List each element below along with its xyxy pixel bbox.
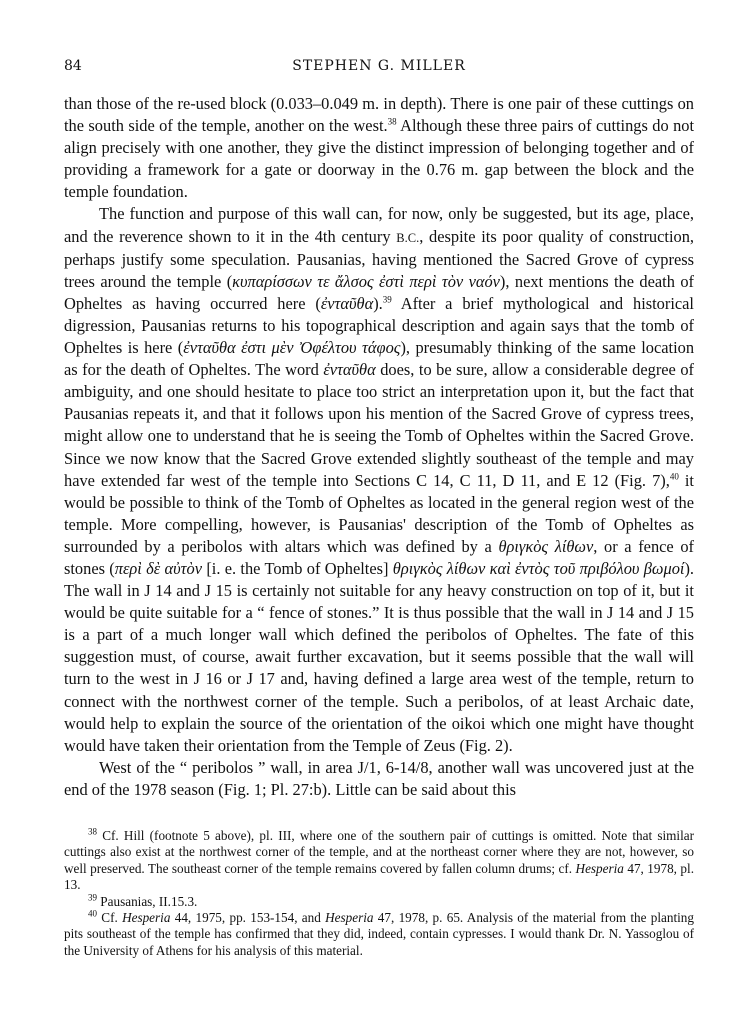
journal-title: Hesperia	[325, 910, 374, 926]
greek-quote: ἐνταῦθα	[320, 293, 374, 313]
greek-quote: ἐνταῦθα ἐστι μὲν Ὀφέλτου τάφος	[183, 338, 401, 358]
page-number: 84	[64, 58, 82, 74]
paragraph-2-text: does, to be sure, allow a considerable degree of ambiguity, and one should hesitate to place too strict an interpretation upon it, but the fact that Pausanias repeats it, and that it follows upon his mention of the Sacred Grove of cypress trees, might allow one to understand that he is seeing the Tomb of Opheltes within the Sacred Grove. Since we now know that the Sacred Grove extended slightly southeast of the temple and may have extended far west of the temple into Sections C 14, C 11, D 11, and E 12 (Fig. 7),	[64, 360, 694, 490]
greek-quote: κυπαρίσσων τε ἄλσος ἐστὶ περὶ τὸν ναόν	[232, 271, 500, 291]
paragraph-1-text: than those of the re-used block (0.033–0.049 m. in depth). There is one pair of these cuttings on the south side of the temple, another on the west.	[64, 94, 694, 136]
footnote-38-text: Cf. Hill (footnote 5 above), pl. III, where one of the southern pair of cuttings is omitted. Note that similar cuttings also exist at the northwest corner of the temple, and at the northeast corner where they are not, however, so well preserved. The southeast corner of the temple remains covered by fallen column drums; cf.	[64, 828, 694, 876]
greek-quote: περὶ δὲ αὐτὸν	[114, 558, 203, 578]
footnotes	[64, 828, 694, 959]
paragraph-2-text: ). The wall in J 14 and J 15 is certainly not suitable for any heavy construction on top of it, but it would be quite suitable for a “ fence of stones.” It is thus possible that the wall in J 14 and J 15 is a part of a much longer wall which defined the peribolos of Opheltes. The fate of this suggestion must, of course, await further excavation, but it seems possible that the wall will turn to the west in J 16 or J 17 and, having defined a large area west of the temple, return to connect with the northwest corner of the temple. Such a peribolos, of at least Archaic date, would help to explain the source of the orientation of the oikoi which one might have thought would have taken their orientation from the Temple of Zeus (Fig. 2).	[64, 558, 695, 755]
footnote-ref-39[interactable]: 39	[382, 294, 392, 305]
footnote-mark-38: 38	[88, 826, 97, 837]
paragraph-1-text-b: Although these three pairs of cuttings do not align precisely with one another, they give the distinct impression of belonging together and of providing a framework for a gate or doorway in the 0.76 m. gap between the block and the temple foundation.	[64, 116, 695, 202]
journal-title: Hesperia	[575, 860, 624, 876]
paragraph-2-text: After a brief mythological and historical digression, Pausanias returns to his topographical description and again says that the tomb of Opheltes is here (	[64, 293, 694, 358]
page-header	[64, 58, 694, 80]
running-head: STEPHEN G. MILLER	[292, 58, 466, 74]
main-text	[64, 93, 694, 801]
footnote-39	[64, 894, 694, 910]
paragraph-2-text: , or a fence of stones (	[64, 536, 694, 578]
footnote-40	[64, 910, 694, 959]
paragraph-1	[64, 93, 694, 203]
footnote-38-text-b: 47, 1978, pl. 13.	[64, 860, 694, 893]
footnote-ref-38[interactable]: 38	[387, 116, 397, 127]
paragraph-2-text: ).	[373, 293, 383, 313]
paragraph-2-text: ), presumably thinking of the same location as for the death of Opheltes. The word	[64, 338, 695, 380]
footnote-40-text: Cf.	[97, 910, 123, 926]
paragraph-3: West of the “ peribolos ” wall, in area J/1, 6-14/8, another wall was uncovered just at the end of the 1978 season (Fig. 1; Pl. 27:b). Little can be said about this	[64, 757, 694, 799]
era-abbreviation: B.C.	[396, 230, 420, 245]
paragraph-2-text: [i. e. the Tomb of Opheltes]	[202, 558, 393, 578]
greek-quote: θριγκὸς λίθων καὶ ἐντὸς τοῦ πριβόλου βωμοί	[392, 558, 685, 578]
paragraph-2-text: it would be possible to think of the Tomb of Opheltes as located in the general region west of the temple. More compelling, however, is Pausanias' description of the Tomb of Opheltes as surrounded by a peribolos with altars which was defined by a	[64, 470, 694, 556]
footnote-mark-40: 40	[88, 908, 97, 919]
footnote-ref-40[interactable]: 40	[669, 471, 679, 482]
paragraph-2-text: , despite its poor quality of construction, perhaps justify some speculation. Pausanias, having mentioned the Sacred Grove of cypress trees around the temple (	[64, 226, 694, 291]
footnote-39-text: Pausanias, II.15.3.	[97, 893, 198, 909]
paragraph-2-text: ), next mentions the death of Opheltes as having occurred here (	[64, 271, 694, 313]
footnote-38	[64, 828, 694, 894]
footnote-mark-39: 39	[88, 892, 97, 903]
paragraph-2-text: The function and purpose of this wall can, for now, only be suggested, but its age, place, and the reverence shown to it in the 4th century	[64, 204, 694, 246]
footnote-40-text: 44, 1975, pp. 153-154, and	[170, 910, 326, 926]
journal-title: Hesperia	[122, 910, 171, 926]
paragraph-2	[64, 203, 694, 756]
footnote-40-text: 47, 1978, p. 65. Analysis of the material from the planting pits southeast of the temple has confirmed that they did, indeed, contain cypresses. I would thank Dr. N. Yassoglou of the University of Athens for his analysis of this material.	[64, 910, 694, 958]
greek-quote: ἐνταῦθα	[323, 360, 376, 380]
greek-quote: θριγκὸς λίθων	[498, 536, 594, 556]
